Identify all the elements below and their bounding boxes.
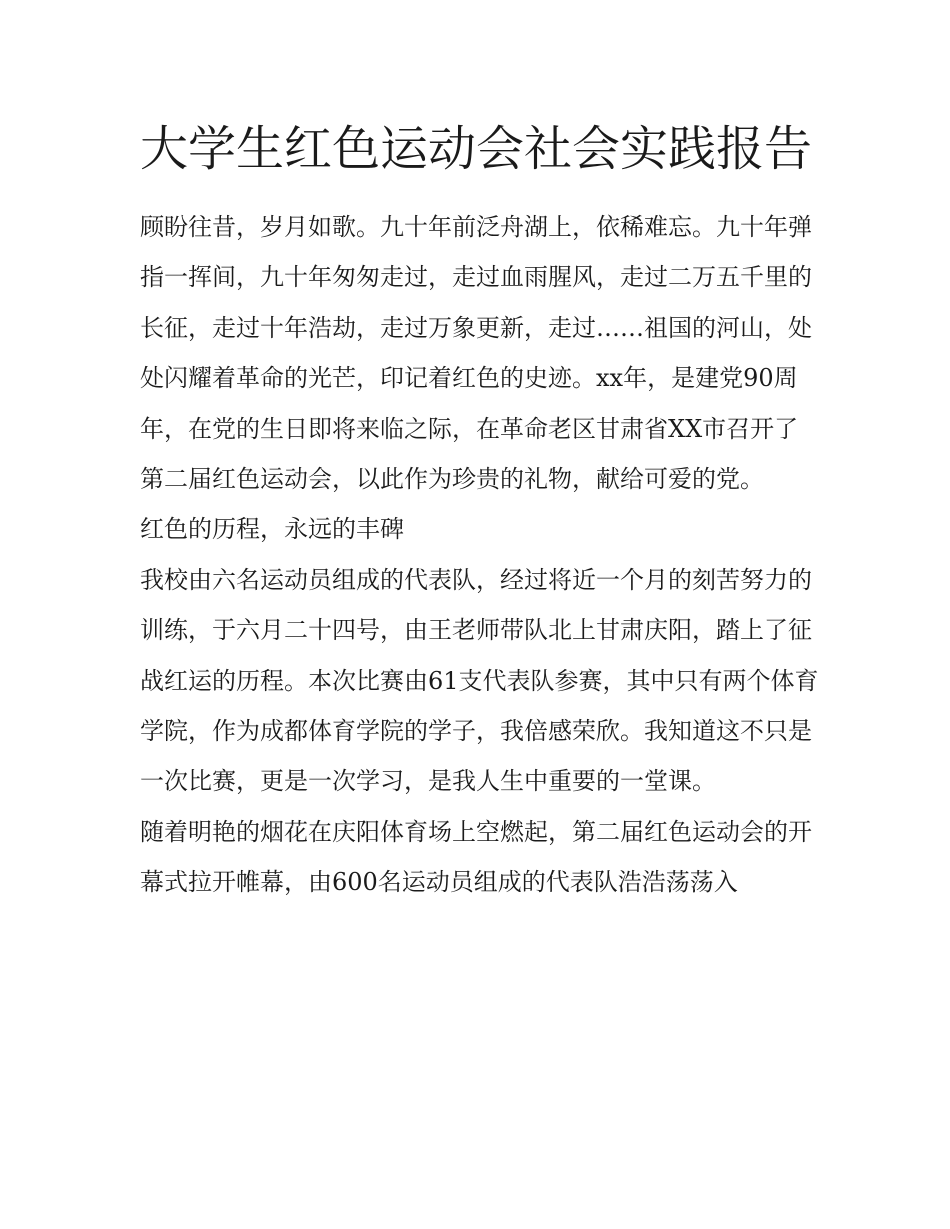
document-body — [140, 202, 820, 908]
paragraph-intro: 顾盼往昔，岁月如歌。九十年前泛舟湖上，依稀难忘。九十年弹指一挥间，九十年匆匆走过，走过血雨腥风，走过二万五千里的长征，走过十年浩劫，走过万象更新，走过……祖国的河山，处处闪耀着革命的光芒，印记着红色的史迹。xx年，是建党90周年，在党的生日即将来临之际，在革命老区甘肃省XX市召开了第二届红色运动会，以此作为珍贵的礼物，献给可爱的党。 — [140, 213, 812, 494]
document-content — [140, 110, 820, 908]
document-title: 大学生红色运动会社会实践报告 — [140, 121, 813, 177]
paragraph-opening: 随着明艳的烟花在庆阳体育场上空燃起，第二届红色运动会的开幕式拉开帷幕，由600名运动员组成的代表队浩浩荡荡入 — [140, 817, 812, 897]
paragraph-team: 我校由六名运动员组成的代表队，经过将近一个月的刻苦努力的训练，于六月二十四号，由王老师带队北上甘肃庆阳，踏上了征战红运的历程。本次比赛由61支代表队参赛，其中只有两个体育学院，作为成都体育学院的学子，我倍感荣欣。我知道这不只是一次比赛，更是一次学习，是我人生中重要的一堂课。 — [140, 565, 819, 796]
section-heading: 红色的历程，永远的丰碑 — [140, 515, 404, 544]
